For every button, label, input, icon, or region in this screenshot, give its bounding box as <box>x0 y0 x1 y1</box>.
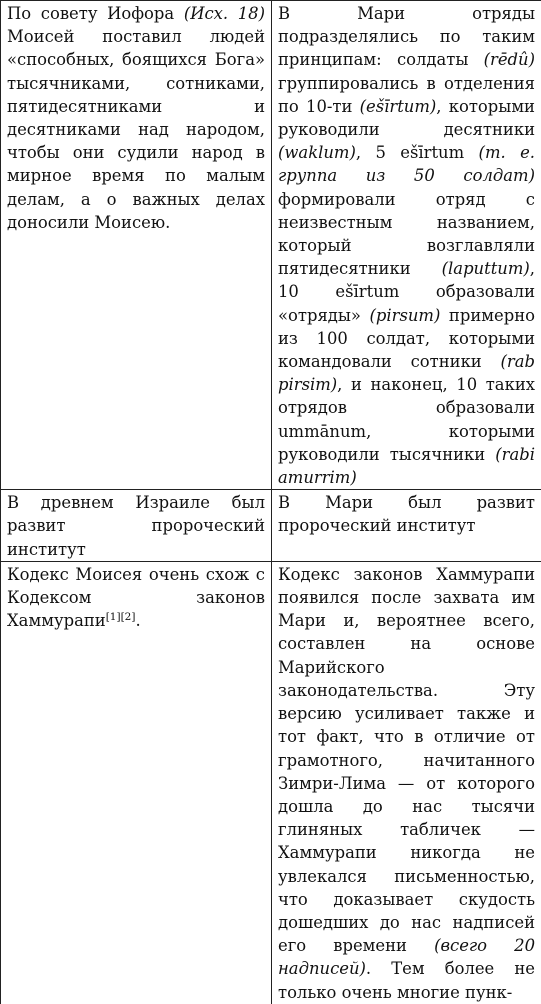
table-cell-left <box>1 490 272 562</box>
cell-term: (т. е. группа из 50 солдат) <box>278 143 535 185</box>
cell-term: (ešīrtum) <box>360 97 437 116</box>
cell-text: В Мари отряды подразделялись по таким принципам: солдаты <box>278 4 535 69</box>
cell-text: Кодекс законов Хаммурапи появился после захвата им Мари и, вероятнее всего, составлен на основе Марийского законодательства. Эту версию усиливает также и тот факт, что в отличие от грамотного, начитанного Зимри-Лима — от которого дошла до нас тысячи глиняных табличек — Хаммурапи никогда не увлекался письменностью, что доказывает скудость дошедших до нас надписей его времени <box>278 565 535 955</box>
cell-text: Кодекс Моисея очень схож с Кодексом законов Хаммурапи <box>7 565 265 630</box>
cell-term: (waklum) <box>278 143 356 162</box>
table-cell-right <box>272 490 541 562</box>
cell-term: (laputtum) <box>442 259 530 278</box>
cell-text: , которыми руководили десятники <box>278 97 535 139</box>
cell-text: группировались в отделения по 10-ти <box>278 74 535 116</box>
cell-text: По совету Иофора <box>7 4 184 23</box>
cell-text: примерно из 100 солдат, которыми командовали сотники <box>278 306 535 371</box>
table-row <box>1 490 541 562</box>
cell-text: , 10 ešīrtum образовали «отряды» <box>278 259 535 324</box>
cell-text: . <box>135 611 140 630</box>
table-cell-right <box>272 1 541 490</box>
table-row <box>1 1 541 490</box>
cell-term: (rabi amurrim) <box>278 445 535 487</box>
footnote-link-2[interactable]: [2] <box>121 611 136 623</box>
cell-text: , 5 ešīrtum <box>356 143 479 162</box>
cell-text: Моисей поставил людей «способных, боящихся Бога» тысячниками, сотниками, пятидесятниками и десятниками над народом, чтобы они судили народ в мирное время по малым делам, а о важных делах доносили Моисею. <box>7 27 265 232</box>
table-cell-left <box>1 1 272 490</box>
cell-term: (rēdû) <box>484 50 535 69</box>
cell-text: . Тем более не только очень многие пунк- <box>278 959 535 1001</box>
cell-text: В Мари был развит пророческий институт <box>278 493 535 535</box>
cell-term: (всего 20 надписей) <box>278 936 535 978</box>
cell-text: , и наконец, 10 таких отрядов образовали ummānum, которыми руководили тысячники <box>278 375 535 464</box>
footnote-link-1[interactable]: [1] <box>106 611 121 623</box>
cell-reference: (Исх. 18) <box>184 4 265 23</box>
cell-text: формировали отряд с неизвестным названием, который возглавляли пятидесятники <box>278 190 535 279</box>
table-cell-left <box>1 561 272 1003</box>
cell-text: В древнем Израиле был развит пророческий институт <box>7 493 265 558</box>
cell-term: (rab pirsim) <box>278 352 535 394</box>
cell-term: (pirsum) <box>370 306 441 325</box>
table-cell-right <box>272 561 541 1003</box>
table-row <box>1 561 541 1003</box>
